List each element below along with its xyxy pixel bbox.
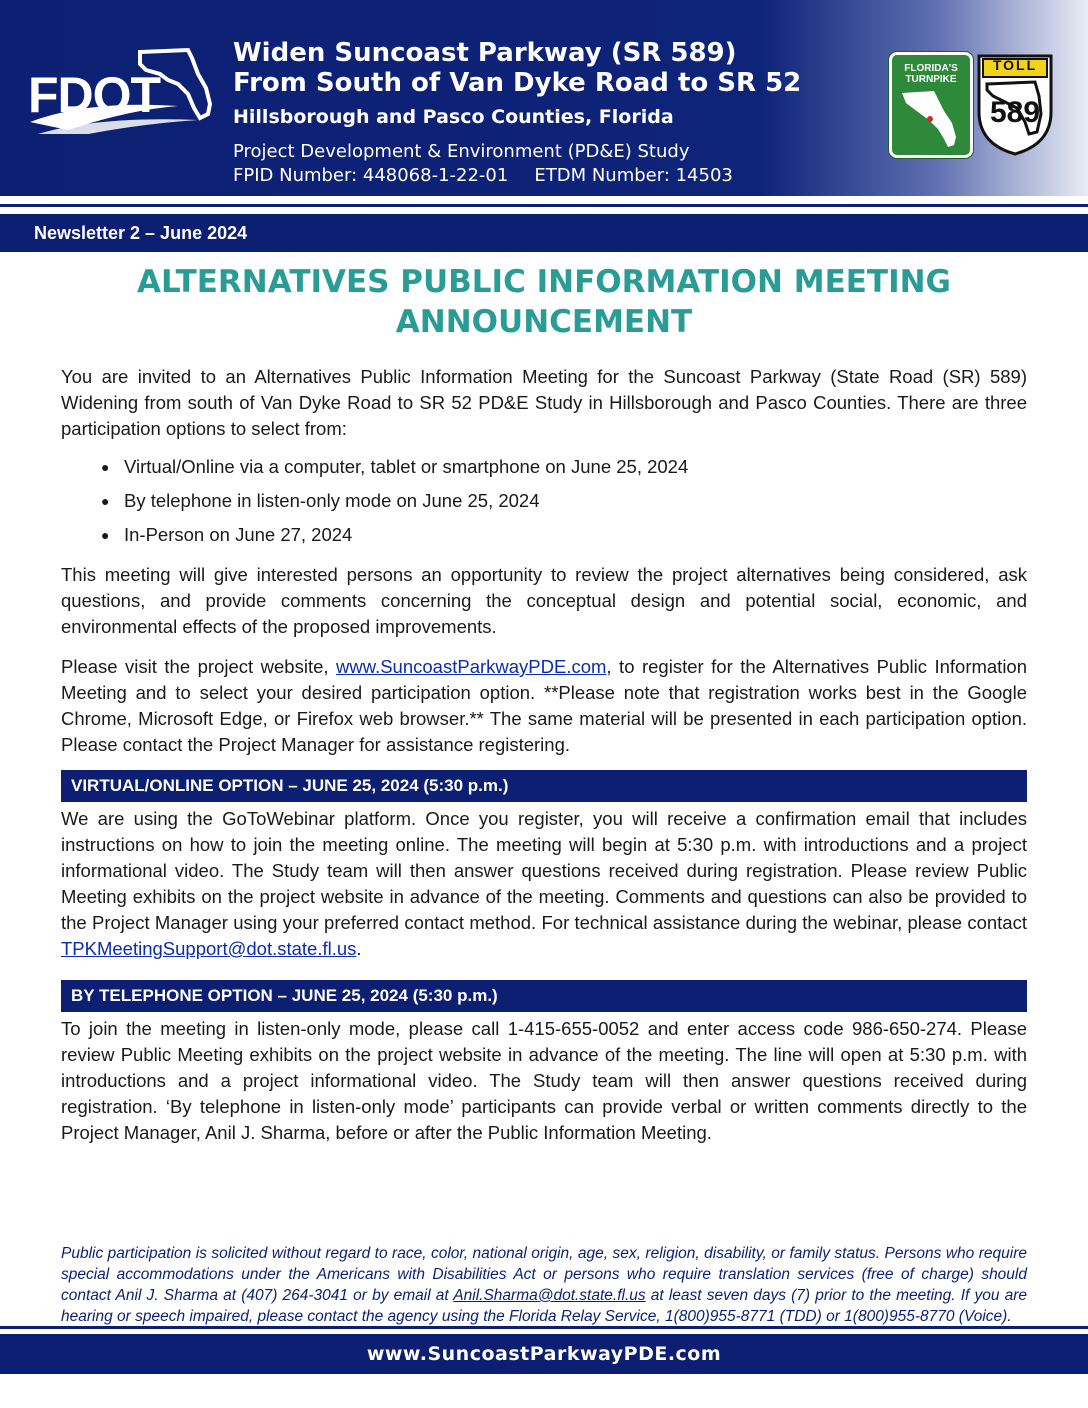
participation-options [61, 454, 1027, 556]
virtual-option-heading: VIRTUAL/ONLINE OPTION – JUNE 25, 2024 (5:30 p.m.) [61, 770, 1027, 802]
notice-text-start: Public participation is solicited without regard to race, color, national origin, age, sex, religion, disability, or family status. Persons who require special accommodations under the Americans with Disabilities Act or persons who require translation services (free of charge) should contact Anil J. Sharma at (407) 264-3041 or by email at [61, 1245, 1027, 1304]
option-text: By telephone in listen-only mode on June 25, 2024 [124, 490, 540, 511]
page-header [0, 0, 1088, 196]
florida-turnpike-logo [889, 52, 973, 158]
newsletter-issue: Newsletter 2 – June 2024 [34, 223, 248, 243]
purpose-paragraph: This meeting will give interested persons an opportunity to review the project alternatives being considered, ask questions, and provide comments concerning the conceptual design and potential social, economic, and environmental effects of the proposed improvements. [61, 564, 1027, 637]
project-study-type: Project Development & Environment (PD&E) Study [233, 141, 690, 162]
turnpike-label-line1: FLORIDA'S [904, 63, 958, 74]
public-participation-notice [61, 1243, 1027, 1327]
footer-website: www.SuncoastParkwayPDE.com [366, 1343, 722, 1365]
intro-paragraph: You are invited to an Alternatives Public Information Meeting for the Suncoast Parkway (State Road (SR) 589) Widening from south of Van Dyke Road to SR 52 PD&E Study in Hillsborough and Pasco Counties. There are three participation options to select from: [61, 366, 1027, 439]
toll-589-shield-icon [975, 52, 1055, 156]
bullet-dot: ● [101, 527, 110, 543]
fdot-logo-text: FDOT [28, 67, 161, 123]
option-text: Virtual/Online via a computer, tablet or smartphone on June 25, 2024 [124, 456, 689, 477]
toll-label: TOLL [992, 57, 1038, 73]
virtual-option-text: We are using the GoToWebinar platform. Once you register, you will receive a confirmation email that includes instructions on how to join the meeting online. The meeting will begin at 5:30 p.m. with introductions and a project informational video. The Study team will then answer questions received during registration. Please review Public Meeting exhibits on the project website in advance of the meeting. Comments and questions can also be provided to the Project Manager using your preferred contact method. For technical assistance during the webinar, please contact [61, 808, 1027, 933]
newsletter-bar [0, 214, 1088, 252]
turnpike-label-line2: TURNPIKE [905, 74, 957, 85]
main-content [61, 364, 1027, 1146]
florida-map-icon [900, 89, 962, 149]
project-title-line1: Widen Suncoast Parkway (SR 589) [233, 38, 737, 68]
footer-divider [0, 1326, 1088, 1329]
etdm-number: ETDM Number: 14503 [534, 165, 733, 186]
project-title-line2: From South of Van Dyke Road to SR 52 [233, 68, 802, 98]
fdot-florida-logo [28, 44, 218, 134]
register-text-end: , to register for the Alternatives Public Information Meeting and to select your desired participation option. **Please note that registration works best in the Google Chrome, Microsoft Edge, or Firefox web browser.** The same material will be presented in each participation option. Please contact the Project Manager for assistance registering. [61, 656, 1028, 755]
project-numbers [233, 164, 801, 188]
register-paragraph [61, 654, 1027, 758]
option-item [61, 454, 1027, 488]
notice-text-end: at least seven days (7) prior to the meeting. If you are hearing or speech impaired, please contact the agency using the Florida Relay Service, 1(800)955-8771 (TDD) or 1(800)955-8770 (Voice). [61, 1287, 1028, 1325]
bullet-dot: ● [101, 459, 110, 475]
telephone-option-heading: BY TELEPHONE OPTION – JUNE 25, 2024 (5:30 p.m.) [61, 980, 1027, 1012]
fpid-number: FPID Number: 448068-1-22-01 [233, 165, 509, 186]
register-text-start: Please visit the project website, [61, 656, 337, 677]
project-manager-email-link[interactable]: Anil.Sharma@dot.state.fl.us [453, 1287, 646, 1304]
option-item [61, 488, 1027, 522]
route-number: 589 [989, 96, 1041, 129]
telephone-option-paragraph: To join the meeting in listen-only mode, please call 1-415-655-0052 and enter access code 986-650-274. Please review Public Meeting exhibits on the project website in advance of the meeting. The line will open at 5:30 p.m. with introductions and a project informational video. The Study team will then answer questions received during registration. ‘By telephone in listen-only mode’ participants can provide verbal or written comments directly to the Project Manager, Anil J. Sharma, before or after the Public Information Meeting. [61, 1018, 1027, 1143]
project-counties: Hillsborough and Pasco Counties, Florida [233, 106, 674, 128]
header-text-block [233, 38, 801, 188]
virtual-option-end: . [356, 938, 362, 959]
turnpike-label [892, 63, 970, 85]
virtual-option-paragraph [61, 806, 1027, 962]
option-item [61, 522, 1027, 556]
header-divider [0, 204, 1088, 207]
bullet-dot: ● [101, 493, 110, 509]
option-text: In-Person on June 27, 2024 [124, 524, 353, 545]
page-footer [0, 1334, 1088, 1374]
page-title: ALTERNATIVES PUBLIC INFORMATION MEETING ANNOUNCEMENT [136, 264, 951, 340]
support-email-link[interactable]: TPKMeetingSupport@dot.state.fl.us [61, 938, 357, 959]
project-website-link[interactable]: www.SuncoastParkwayPDE.com [336, 656, 607, 677]
